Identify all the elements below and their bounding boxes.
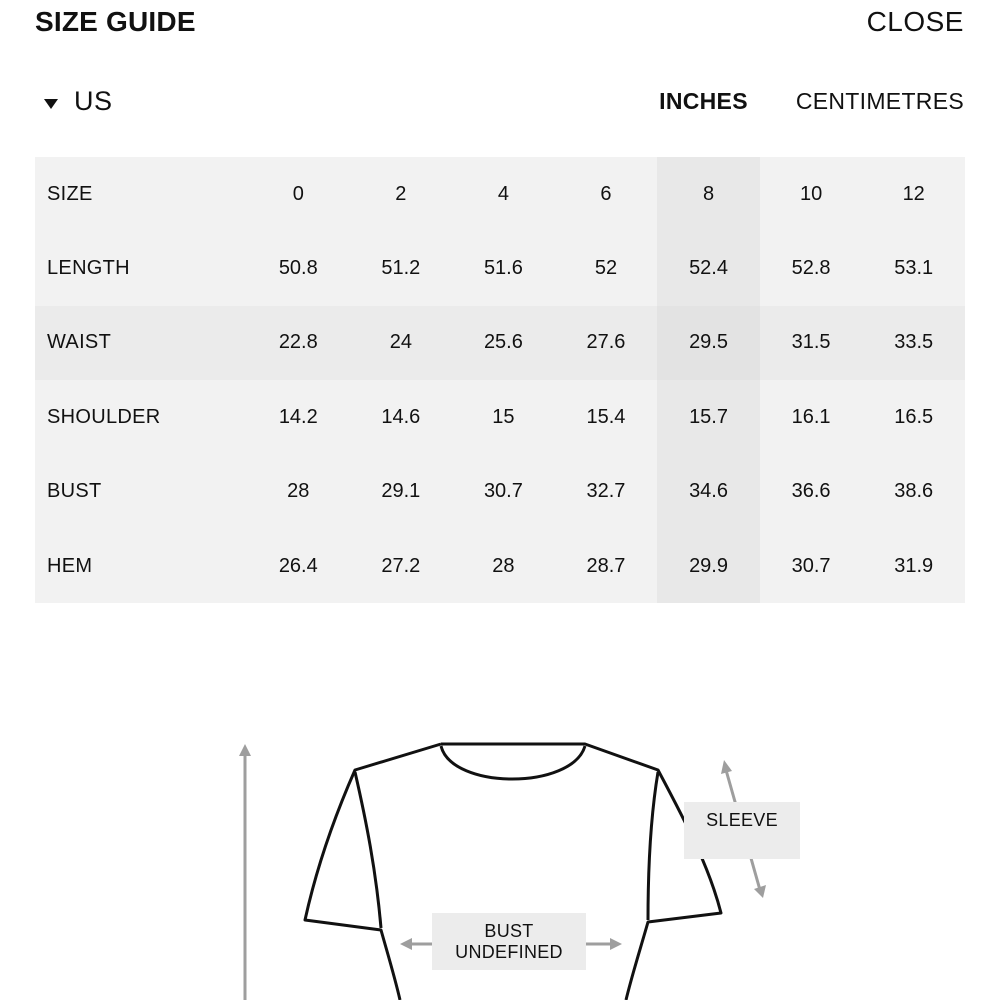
sleeve-label	[684, 802, 800, 859]
page-title: SIZE GUIDE	[35, 6, 196, 37]
measurement-cell: 26.4	[247, 529, 350, 603]
measurement-cell: 30.7	[452, 455, 555, 529]
row-label: WAIST	[35, 306, 247, 380]
bust-label-line2: UNDEFINED	[455, 942, 563, 962]
measurement-cell: 51.6	[452, 231, 555, 305]
measurement-cell: 15	[452, 380, 555, 454]
table-row	[35, 380, 965, 454]
caret-down-icon	[44, 99, 58, 109]
size-table	[35, 157, 965, 603]
centimetres-tab[interactable]: CENTIMETRES	[795, 88, 964, 114]
measurement-cell: 16.1	[760, 380, 863, 454]
sleeve-label-text: SLEEVE	[706, 810, 778, 830]
row-label: HEM	[35, 529, 247, 603]
measurement-cell: 15.7	[657, 380, 760, 454]
measurement-cell: 52	[555, 231, 658, 305]
measurement-cell: 29.9	[657, 529, 760, 603]
size-header-cell[interactable]: 8	[657, 157, 760, 231]
measurement-cell: 31.9	[862, 529, 965, 603]
measurement-cell: 28.7	[555, 529, 658, 603]
measurement-cell: 28	[247, 455, 350, 529]
table-row	[35, 231, 965, 305]
measurement-cell: 15.4	[555, 380, 658, 454]
row-label: LENGTH	[35, 231, 247, 305]
measurement-cell: 27.6	[555, 306, 658, 380]
size-header-cell[interactable]: 4	[452, 157, 555, 231]
bust-label-line1: BUST	[484, 921, 534, 941]
close-button[interactable]: CLOSE	[866, 6, 964, 37]
measurement-cell: 53.1	[862, 231, 965, 305]
measurement-cell: 27.2	[350, 529, 453, 603]
table-row	[35, 529, 965, 603]
measurement-cell: 29.5	[657, 306, 760, 380]
region-label: US	[74, 86, 113, 116]
bust-label	[432, 913, 586, 970]
table-row	[35, 157, 965, 231]
measurement-cell: 14.6	[350, 380, 453, 454]
size-header-cell[interactable]: 10	[760, 157, 863, 231]
measurement-cell: 25.6	[452, 306, 555, 380]
size-header-cell[interactable]: 0	[247, 157, 350, 231]
size-header-cell[interactable]: 12	[862, 157, 965, 231]
measurement-cell: 52.4	[657, 231, 760, 305]
unit-toggle	[659, 88, 964, 115]
measurement-cell: 51.2	[350, 231, 453, 305]
measurement-cell: 30.7	[760, 529, 863, 603]
measurement-cell: 28	[452, 529, 555, 603]
measurement-cell: 24	[350, 306, 453, 380]
size-header-cell[interactable]: 6	[555, 157, 658, 231]
inches-tab[interactable]: INCHES	[659, 88, 748, 114]
measurement-cell: 22.8	[247, 306, 350, 380]
measurement-cell: 29.1	[350, 455, 453, 529]
size-header-cell[interactable]: 2	[350, 157, 453, 231]
measurement-cell: 33.5	[862, 306, 965, 380]
measurement-cell: 38.6	[862, 455, 965, 529]
row-label: SIZE	[35, 157, 247, 231]
measurement-cell: 32.7	[555, 455, 658, 529]
measurement-cell: 14.2	[247, 380, 350, 454]
measurement-cell: 34.6	[657, 455, 760, 529]
row-label: BUST	[35, 455, 247, 529]
row-label: SHOULDER	[35, 380, 247, 454]
measurement-cell: 16.5	[862, 380, 965, 454]
measurement-cell: 52.8	[760, 231, 863, 305]
measurement-cell: 50.8	[247, 231, 350, 305]
length-arrow	[239, 744, 251, 1000]
table-row	[35, 455, 965, 529]
measurement-cell: 31.5	[760, 306, 863, 380]
table-row	[35, 306, 965, 380]
measurement-cell: 36.6	[760, 455, 863, 529]
region-dropdown[interactable]	[44, 86, 113, 117]
